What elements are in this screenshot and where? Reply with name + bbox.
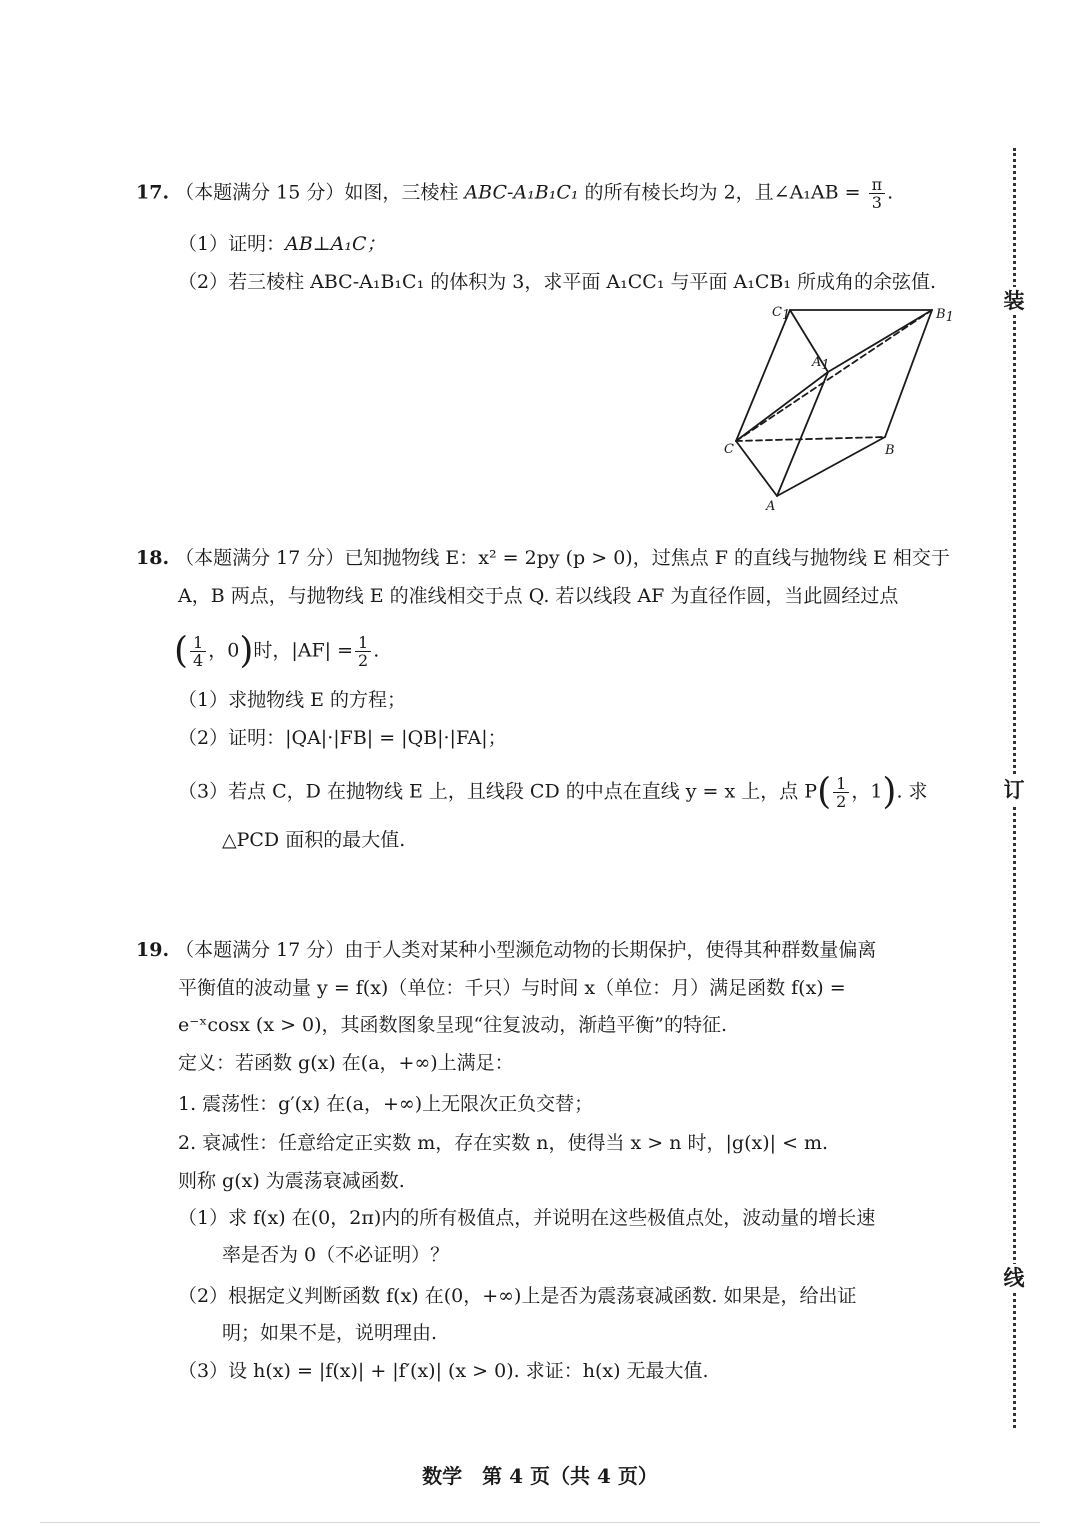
label-A: A bbox=[766, 499, 776, 514]
edge-C-A bbox=[736, 441, 777, 496]
q17-head: （本题满分 15 分）如图，三棱柱 bbox=[175, 181, 465, 204]
af-fraction: $\frac{1}{2}$ bbox=[355, 634, 371, 669]
side-label-ding: 订 bbox=[1001, 776, 1027, 804]
q19-part3: （3）设 h(x) = |f(x)| + |f′(x)| (x > 0). 求证：h(x) 无最大值. bbox=[178, 1360, 709, 1382]
q17-prism: ABC-A₁B₁C₁ bbox=[464, 181, 579, 204]
q19-definition: 定义：若函数 g(x) 在(a，+∞)上满足： bbox=[178, 1052, 514, 1074]
q19-line2: 平衡值的波动量 y = f(x)（单位：千只）与时间 x（单位：月）满足函数 f(x) = bbox=[178, 977, 846, 999]
edge-C-B bbox=[736, 437, 885, 441]
q19-line3: e⁻ˣcosx (x > 0)，其函数图象呈现“往复波动，渐趋平衡”的特征. bbox=[178, 1014, 728, 1036]
edge-A-B bbox=[777, 437, 885, 496]
q18-line2: A，B 两点，与抛物线 E 的准线相交于点 Q. 若以线段 AF 为直径作圆，当此圆经过点 bbox=[178, 585, 899, 607]
edge-C-B1 bbox=[736, 310, 932, 441]
q17-cond: 的所有棱长均为 2，且∠A₁AB = bbox=[578, 181, 861, 204]
footer-page: 第 4 页（共 4 页） bbox=[482, 1464, 658, 1488]
q17-part1: （1）证明：AB⊥A₁C； bbox=[178, 233, 386, 255]
point-x-fraction: $\frac{1}{4}$ bbox=[190, 634, 206, 669]
q19-part2-cont: 明；如果不是，说明理由. bbox=[222, 1322, 438, 1344]
q19-def-item2: 2. 衰减性：任意给定正实数 m，存在实数 n，使得当 x > n 时，|g(x)| < m. bbox=[178, 1132, 829, 1154]
q19-line1: 19. （本题满分 17 分）由于人类对某种小型濒危动物的长期保护，使得其种群数量偏离 bbox=[136, 939, 877, 961]
footer-subject: 数学 bbox=[422, 1464, 463, 1488]
p-x-fraction: $\frac{1}{2}$ bbox=[833, 775, 849, 810]
q19-def-item1: 1. 震荡性：g′(x) 在(a，+∞)上无限次正负交替； bbox=[178, 1093, 594, 1115]
q17-number: 17. bbox=[136, 181, 170, 204]
label-A1: A1 bbox=[812, 355, 830, 373]
edge-B-B1 bbox=[885, 310, 932, 437]
q18-line3: ( $\frac{1}{4}$ ，0)时，|AF| = $\frac{1}{2}$ . bbox=[174, 630, 380, 672]
q19-part1-cont: 率是否为 0（不必证明）？ bbox=[222, 1244, 450, 1266]
side-label-zhuang: 装 bbox=[1001, 287, 1027, 315]
label-C1: C1 bbox=[772, 305, 791, 323]
q18-line1: 18. （本题满分 17 分）已知抛物线 E：x² = 2py (p > 0)，过焦点 F 的直线与抛物线 E 相交于 bbox=[136, 547, 950, 569]
page-footer bbox=[0, 1460, 1080, 1489]
q18-part2: （2）证明：|QA|·|FB| = |QB|·|FA|； bbox=[178, 727, 507, 749]
q18-part3: （3）若点 C，D 在抛物线 E 上，且线段 CD 的中点在直线 y = x 上，点 P( $\frac{1}{2}$ ，1). 求 bbox=[178, 771, 928, 813]
q17-angle-fraction: $\frac{\pi}{3}$ bbox=[869, 176, 886, 211]
q18-part3-cont: △PCD 面积的最大值. bbox=[222, 829, 406, 851]
label-B1: B1 bbox=[936, 307, 954, 325]
side-label-xian: 线 bbox=[1001, 1264, 1027, 1292]
q17-line1: 17. （本题满分 15 分）如图，三棱柱 ABC-A₁B₁C₁ 的所有棱长均为 2，且∠A₁AB = $\frac{\pi}{3}$ . bbox=[136, 175, 894, 212]
bottom-rule bbox=[40, 1522, 1040, 1523]
q18-part1: （1）求抛物线 E 的方程； bbox=[178, 689, 407, 711]
prism-figure bbox=[720, 300, 960, 515]
q19-part2: （2）根据定义判断函数 f(x) 在(0，+∞)上是否为震荡衰减函数. 如果是，给出证 bbox=[178, 1285, 857, 1307]
q19-part1: （1）求 f(x) 在(0，2π)内的所有极值点，并说明在这些极值点处，波动量的增长速 bbox=[178, 1207, 876, 1229]
label-C: C bbox=[724, 442, 734, 457]
label-B: B bbox=[885, 443, 895, 458]
q17-part2: （2）若三棱柱 ABC-A₁B₁C₁ 的体积为 3，求平面 A₁CC₁ 与平面 A₁CB₁ 所成角的余弦值. bbox=[178, 271, 937, 293]
edge-A1-B1 bbox=[828, 310, 932, 372]
q19-def-conclusion: 则称 g(x) 为震荡衰减函数. bbox=[178, 1170, 405, 1192]
